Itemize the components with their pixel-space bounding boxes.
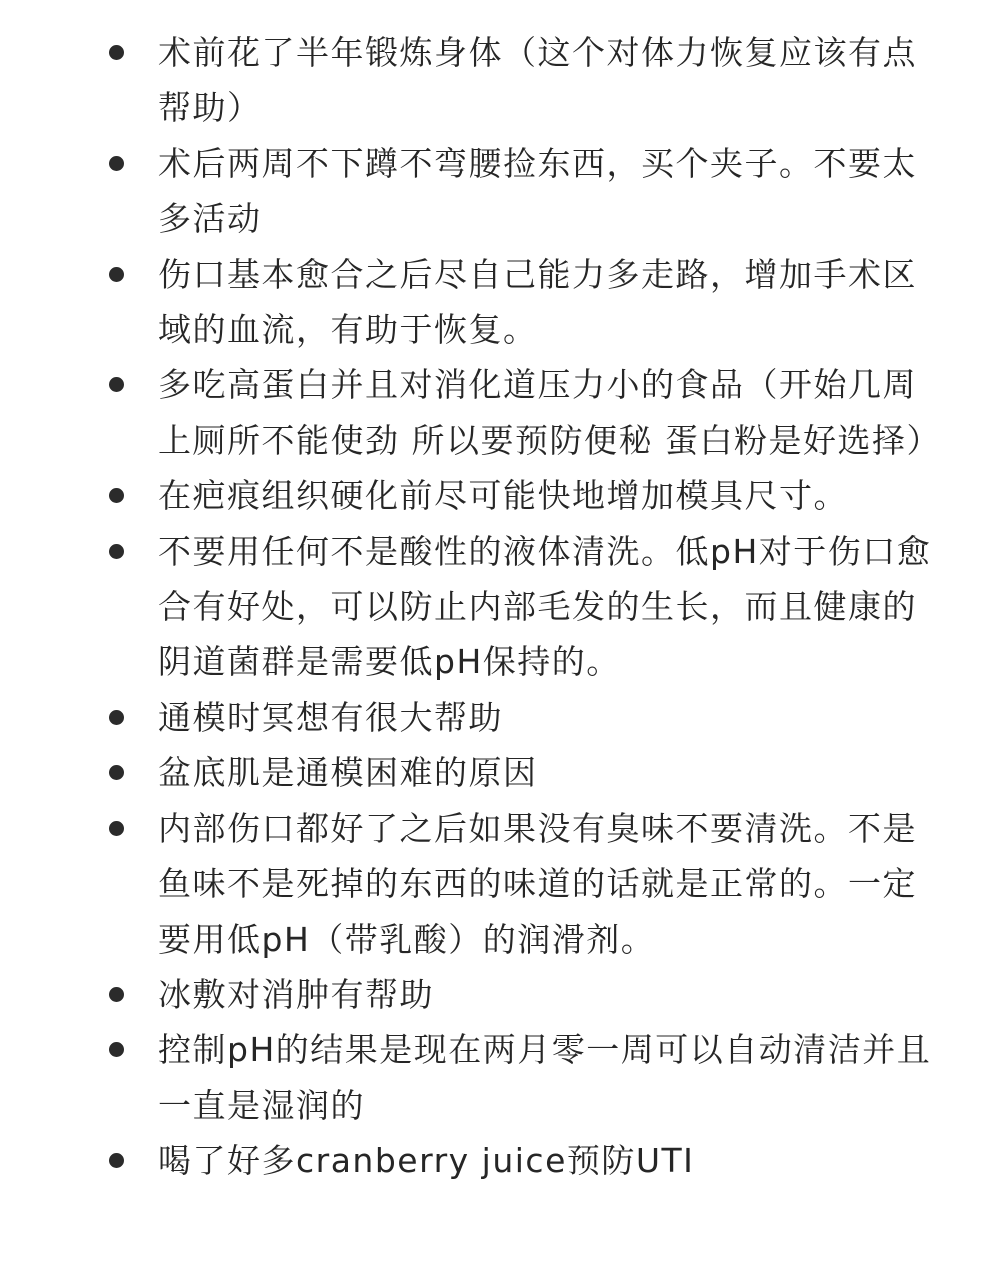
list-item-text: 通模时冥想有很大帮助 [158,697,503,737]
list-item [0,745,948,800]
bullet-icon [109,488,124,503]
list-item [0,136,948,247]
list-item [0,524,948,690]
list-item [0,690,948,745]
list-item [0,967,948,1022]
list-item-text: 盆底肌是通模困难的原因 [158,753,538,793]
list-item-text: 控制pH的结果是现在两月零一周可以自动清洁并且一直是湿润的 [158,1030,932,1125]
notes-list [0,25,1005,1189]
bullet-icon [109,156,124,171]
list-item [0,247,948,358]
bullet-icon [109,1153,124,1168]
bullet-icon [109,377,124,392]
list-item-text: 冰敷对消肿有帮助 [158,974,434,1014]
list-item [0,1133,948,1188]
list-item [0,801,948,967]
bullet-icon [109,987,124,1002]
list-item-text: 在疤痕组织硬化前尽可能快地增加模具尺寸。 [158,476,848,516]
list-item-text: 术后两周不下蹲不弯腰捡东西，买个夹子。不要太多活动 [158,143,917,239]
bullet-icon [109,1042,124,1057]
list-item-text: 内部伤口都好了之后如果没有臭味不要清洗。不是鱼味不是死掉的东西的味道的话就是正常的。一定要用低pH（带乳酸）的润滑剂。 [158,808,917,959]
bullet-icon [109,45,124,60]
bullet-icon [109,267,124,282]
list-item [0,1022,948,1133]
list-item-text: 喝了好多cranberry juice预防UTI [158,1141,695,1181]
bullet-icon [109,710,124,725]
bullet-icon [109,765,124,780]
bullet-icon [109,544,124,559]
list-item [0,468,948,523]
list-item-text: 多吃高蛋白并且对消化道压力小的食品（开始几周上厕所不能使劲 所以要预防便秘 蛋白粉是好选择） [158,365,941,460]
list-item-text: 伤口基本愈合之后尽自己能力多走路，增加手术区域的血流，有助于恢复。 [158,254,917,350]
bullet-icon [109,821,124,836]
list-item [0,357,948,468]
list-item [0,25,948,136]
list-item-text: 不要用任何不是酸性的液体清洗。低pH对于伤口愈合有好处，可以防止内部毛发的生长，而且健康的阴道菌群是需要低pH保持的。 [158,531,932,682]
list-item-text: 术前花了半年锻炼身体（这个对体力恢复应该有点帮助） [158,33,917,128]
